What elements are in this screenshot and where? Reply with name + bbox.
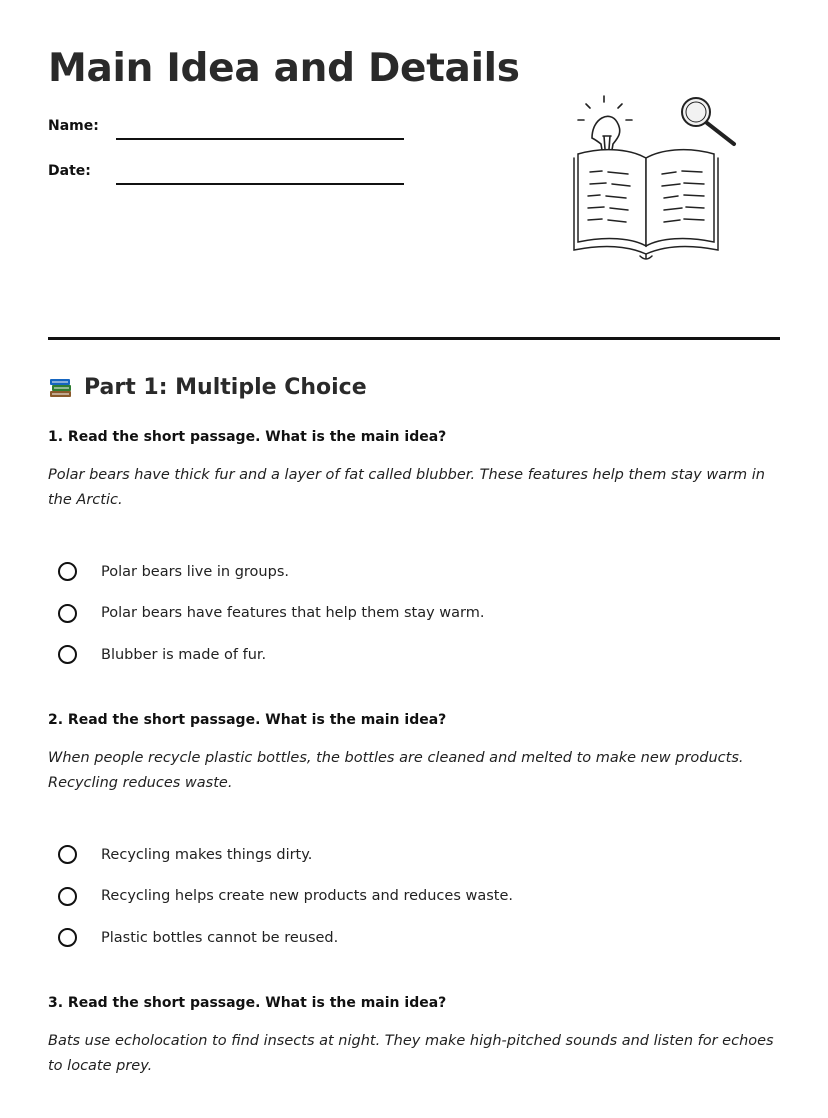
lightbulb-icon <box>578 96 632 158</box>
question-prompt: 1. Read the short passage. What is the main idea? <box>48 429 447 445</box>
option-label: Polar bears have features that help them stay warm. <box>101 605 485 622</box>
section-divider <box>48 337 780 340</box>
open-book-icon <box>574 150 718 259</box>
radio-button[interactable] <box>58 645 77 664</box>
option-label: Recycling makes things dirty. <box>101 846 313 863</box>
answer-option[interactable] <box>48 551 780 593</box>
option-label: Polar bears live in groups. <box>101 563 289 580</box>
answer-option[interactable] <box>48 634 780 676</box>
date-field[interactable] <box>116 183 404 185</box>
radio-button[interactable] <box>58 928 77 947</box>
question-passage: Bats use echolocation to find insects at night. They make high-pitched sounds and listen for echoes to locate prey. <box>48 1033 774 1074</box>
question-prompt: 2. Read the short passage. What is the main idea? <box>48 712 447 728</box>
radio-button[interactable] <box>58 845 77 864</box>
answer-option[interactable] <box>48 876 780 918</box>
name-field[interactable] <box>116 138 404 140</box>
question-passage: When people recycle plastic bottles, the bottles are cleaned and melted to make new products. Recycling reduces waste. <box>48 750 744 791</box>
answer-option[interactable] <box>48 917 780 959</box>
option-label: Plastic bottles cannot be reused. <box>101 929 339 946</box>
section-heading-label: Part 1: Multiple Choice <box>84 374 367 400</box>
radio-button[interactable] <box>58 887 77 906</box>
question-1 <box>48 429 780 676</box>
section-heading <box>48 374 367 400</box>
option-label: Blubber is made of fur. <box>101 646 267 663</box>
answer-option[interactable] <box>48 593 780 635</box>
name-label: Name: <box>48 118 99 134</box>
question-2 <box>48 712 780 959</box>
question-passage: Polar bears have thick fur and a layer of fat called blubber. These features help them stay warm in the Arctic. <box>48 467 765 508</box>
worksheet-illustration <box>566 92 746 262</box>
radio-button[interactable] <box>58 562 77 581</box>
books-icon <box>48 374 74 400</box>
magnifying-glass-icon <box>682 98 734 144</box>
answer-options <box>48 834 780 959</box>
answer-option[interactable] <box>48 834 780 876</box>
date-label: Date: <box>48 163 91 179</box>
option-label: Recycling helps create new products and reduces waste. <box>101 888 514 905</box>
radio-button[interactable] <box>58 604 77 623</box>
page-title: Main Idea and Details <box>48 46 520 91</box>
answer-options <box>48 551 780 676</box>
question-prompt: 3. Read the short passage. What is the main idea? <box>48 995 447 1011</box>
question-3 <box>48 995 780 1079</box>
